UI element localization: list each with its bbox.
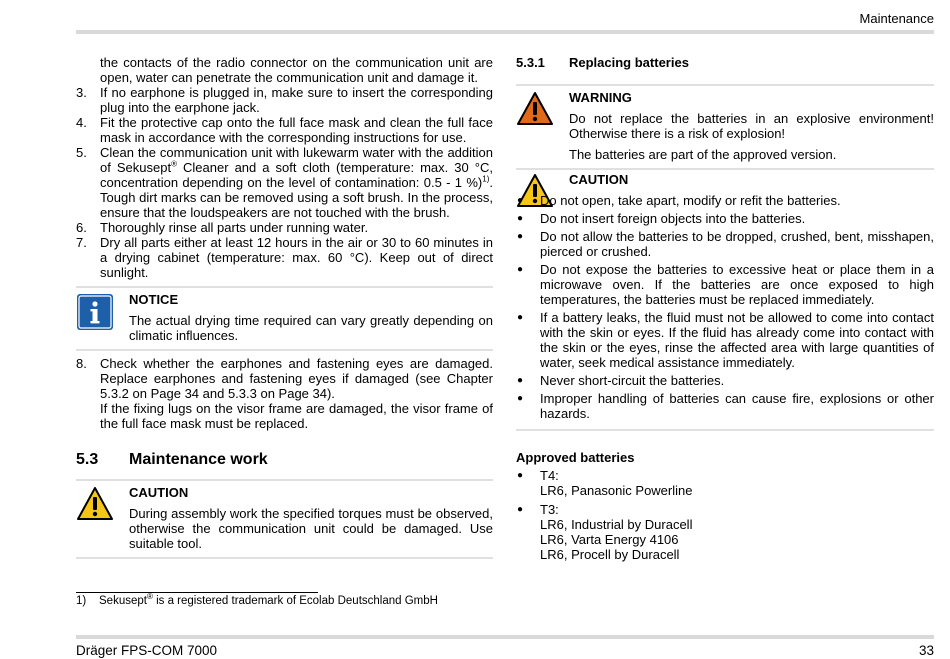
footnote: 1) Sekusept® is a registered trademark of Ecolab Deutschland GmbH bbox=[76, 592, 438, 607]
approved-batteries-title: Approved batteries bbox=[516, 450, 635, 465]
caution-item: ● Never short-circuit the batteries. bbox=[516, 373, 934, 388]
step-8-extra: If the fixing lugs on the visor frame are damaged, the visor frame of the full face mask must be replaced. bbox=[100, 401, 493, 431]
step-3: 3. If no earphone is plugged in, make sure to insert the corresponding plug into the earphone jack. bbox=[76, 85, 493, 115]
caution-item: ● Improper handling of batteries can cause fire, explosions or other hazards. bbox=[516, 391, 934, 421]
caution-title: CAUTION bbox=[569, 172, 629, 187]
footer-rule bbox=[76, 635, 934, 639]
footer-product: Dräger FPS-COM 7000 bbox=[76, 643, 218, 658]
caution-item: ● Do not insert foreign objects into the batteries. bbox=[516, 211, 934, 226]
subsection-heading: 5.3.1 Replacing batteries bbox=[516, 55, 689, 70]
footnote-separator bbox=[76, 592, 318, 593]
warning-text: Do not replace the batteries in an explosive environment! Otherwise there is a risk of explosion! bbox=[569, 111, 934, 141]
right-column bbox=[516, 55, 934, 562]
battery-model: LR6, Panasonic Powerline bbox=[540, 483, 693, 498]
caution-item: ● Do not expose the batteries to excessive heat or place them in a microwave oven. If the batteries are once exposed to high temperatures, the batteries must be replaced immediately. bbox=[516, 262, 934, 307]
step-6: 6. Thoroughly rinse all parts under running water. bbox=[76, 220, 369, 235]
step-7: 7. Dry all parts either at least 12 hours in the air or 30 to 60 minutes in a drying cabinet (temperature: max. 60 °C). Keep out of direct sunlight. bbox=[76, 235, 493, 280]
caution-item: ● If a battery leaks, the fluid must not be allowed to come into contact with the skin or eyes. If the fluid has already come into contact with the skin or the eyes, rinse the affected area with large quantities of water, seek medical assistance immediately. bbox=[516, 310, 934, 370]
battery-model: LR6, Procell by Duracell bbox=[540, 547, 680, 562]
battery-type-t4: ● T4: LR6, Panasonic Powerline bbox=[516, 468, 934, 498]
step-continuation: the contacts of the radio connector on the communication unit are open, water can penetrate the communication unit and damage it. bbox=[100, 55, 493, 85]
caution-title: CAUTION bbox=[129, 485, 189, 500]
caution-text: During assembly work the specified torques must be observed, otherwise the communication unit could be damaged. Use suitable tool. bbox=[129, 506, 493, 551]
warning-title: WARNING bbox=[569, 90, 632, 105]
caution-item: ● Do not open, take apart, modify or refit the batteries. bbox=[516, 193, 934, 208]
left-column bbox=[76, 55, 493, 559]
notice-title: NOTICE bbox=[129, 292, 179, 307]
caution-icon bbox=[76, 486, 114, 525]
header-rule bbox=[76, 30, 934, 34]
caution-box-left bbox=[76, 479, 493, 559]
page-number: 33 bbox=[918, 643, 934, 658]
battery-model: LR6, Industrial by Duracell bbox=[540, 517, 693, 532]
step-5: 5. Clean the communication unit with lukewarm water with the addition of Sekusept® Cleaner and a soft cloth (temperature: max. 30 °C, concentration depending on the level of contamination: 0.5 - 1 %)$^{1)}$. Tough dirt marks can be removed using a soft brush. In the process, ensure that the loudspeakers are not touched with the brush. bbox=[76, 145, 493, 220]
warning-icon bbox=[516, 91, 554, 130]
step-8: 8. Check whether the earphones and fastening eyes are damaged. Replace earphones and fastening eyes if damaged (see Chapter 5.3.2 on Page 34 and 5.3.3 on Page 34). bbox=[76, 356, 493, 401]
notice-text: The actual drying time required can vary greatly depending on climatic influences. bbox=[129, 313, 493, 343]
caution-item: ● Do not allow the batteries to be dropped, crushed, bent, misshapen, pierced or crushed. bbox=[516, 229, 934, 259]
battery-type-t3: ● T3: LR6, Industrial by Duracell LR6, Varta Energy 4106 LR6, Procell by Duracell bbox=[516, 502, 934, 562]
running-header: Maintenance bbox=[859, 11, 934, 26]
info-icon bbox=[76, 293, 114, 334]
section-heading: 5.3 Maintenance work bbox=[76, 451, 268, 468]
battery-model: LR6, Varta Energy 4106 bbox=[540, 532, 679, 547]
warning-box bbox=[516, 84, 934, 170]
notice-box bbox=[76, 286, 493, 351]
step-4: 4. Fit the protective cap onto the full face mask and clean the full face mask in accordance with the corresponding instructions for use. bbox=[76, 115, 493, 145]
caution-box-right bbox=[516, 170, 934, 431]
warning-text-2: The batteries are part of the approved version. bbox=[569, 147, 837, 162]
